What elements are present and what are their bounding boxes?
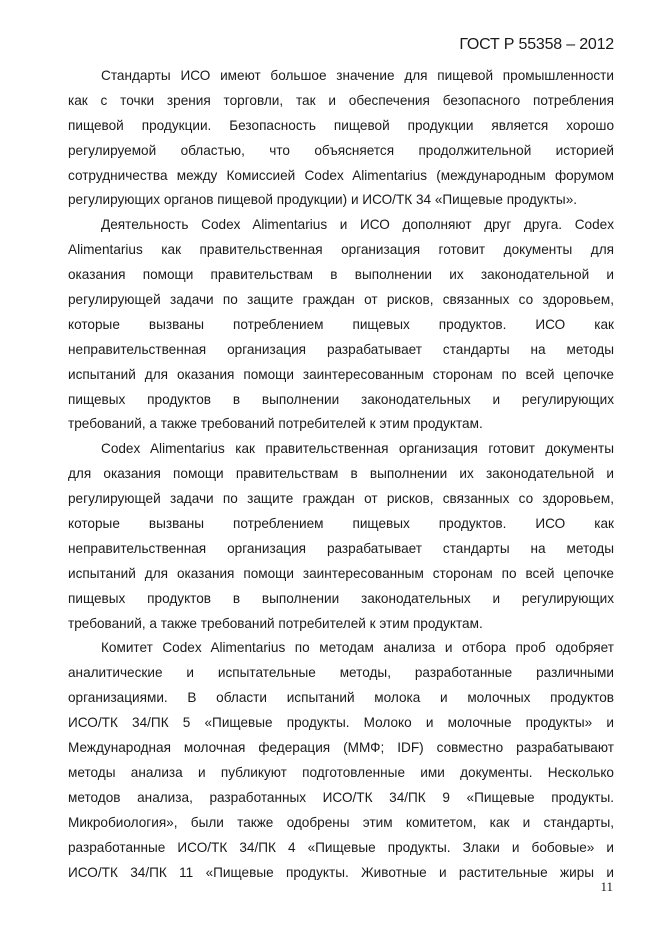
text-line: для оказания помощи правительствам в выполнении их законодательной и bbox=[68, 466, 614, 482]
text-line: методы анализа и публикуют подготовленные ими документы. Несколько bbox=[68, 764, 614, 780]
text-line: испытаний для оказания помощи заинтересованным сторонам по всей цепочке bbox=[68, 366, 614, 382]
text-line: сотрудничества между Комиссией Codex Alimentarius (международным форумом bbox=[68, 167, 614, 183]
text-line: требований, а также требований потребителей к этим продуктам. bbox=[68, 615, 483, 631]
text-line: регулируемой областью, что объясняется продолжительной историей bbox=[68, 142, 614, 158]
paragraph bbox=[68, 636, 614, 885]
text-line: Alimentarius как правительственная организация готовит документы для bbox=[68, 242, 614, 258]
text-line: ИСО/ТК 34/ПК 5 «Пищевые продукты. Молоко и молочные продукты» и bbox=[68, 715, 614, 731]
text-line: Микробиология», были также одобрены этим комитетом, как и стандарты, bbox=[68, 814, 614, 830]
text-line: Комитет Codex Alimentarius по методам анализа и отбора проб одобряет bbox=[101, 640, 614, 656]
text-line: неправительственная организация разрабатывает стандарты на методы bbox=[68, 341, 614, 357]
text-line: неправительственная организация разрабатывает стандарты на методы bbox=[68, 540, 614, 556]
text-line: регулирующей задачи по защите граждан от рисков, связанных со здоровьем, bbox=[68, 491, 614, 507]
text-line: Деятельность Codex Alimentarius и ИСО дополняют друг друга. Codex bbox=[101, 217, 614, 233]
text-line: разработанные ИСО/ТК 34/ПК 4 «Пищевые продукты. Злаки и бобовые» и bbox=[68, 839, 614, 855]
text-line: пищевой продукции. Безопасность пищевой продукции является хорошо bbox=[68, 117, 614, 133]
text-line: ИСО/ТК 34/ПК 11 «Пищевые продукты. Животные и растительные жиры и bbox=[68, 864, 614, 880]
document-code-header: ГОСТ Р 55358 – 2012 bbox=[459, 36, 614, 53]
text-line: пищевых продуктов в выполнении законодательных и регулирующих bbox=[68, 590, 614, 606]
text-line: оказания помощи правительствам в выполнении их законодательной и bbox=[68, 267, 614, 283]
text-line: организациями. В области испытаний молока и молочных продуктов bbox=[68, 690, 614, 706]
text-line: которые вызваны потреблением пищевых продуктов. ИСО как bbox=[68, 516, 614, 532]
text-line: регулирующей задачи по защите граждан от рисков, связанных со здоровьем, bbox=[68, 292, 614, 308]
text-line: Международная молочная федерация (ММФ; IDF) совместно разрабатывают bbox=[68, 740, 614, 756]
text-line: Стандарты ИСО имеют большое значение для пищевой промышленности bbox=[101, 68, 614, 83]
text-line: пищевых продуктов в выполнении законодательных и регулирующих bbox=[68, 391, 614, 407]
text-line: Codex Alimentarius как правительственная организация готовит документы bbox=[101, 441, 614, 457]
paragraph bbox=[68, 213, 614, 437]
text-line: методов анализа, разработанных ИСО/ТК 34/ПК 9 «Пищевые продукты. bbox=[68, 789, 614, 805]
text-line: которые вызваны потреблением пищевых продуктов. ИСО как bbox=[68, 316, 614, 332]
document-body bbox=[68, 64, 614, 885]
text-line: как с точки зрения торговли, так и обеспечения безопасного потребления bbox=[68, 92, 614, 108]
paragraph bbox=[68, 437, 614, 636]
paragraph bbox=[68, 64, 614, 213]
text-line: регулирующих органов пищевой продукции) и ИСО/ТК 34 «Пищевые продукты». bbox=[68, 192, 578, 208]
page-number: 11 bbox=[600, 879, 613, 894]
text-line: аналитические и испытательные методы, разработанные различными bbox=[68, 665, 614, 681]
text-line: испытаний для оказания помощи заинтересованным сторонам по всей цепочке bbox=[68, 565, 614, 581]
text-line: требований, а также требований потребителей к этим продуктам. bbox=[68, 416, 483, 432]
